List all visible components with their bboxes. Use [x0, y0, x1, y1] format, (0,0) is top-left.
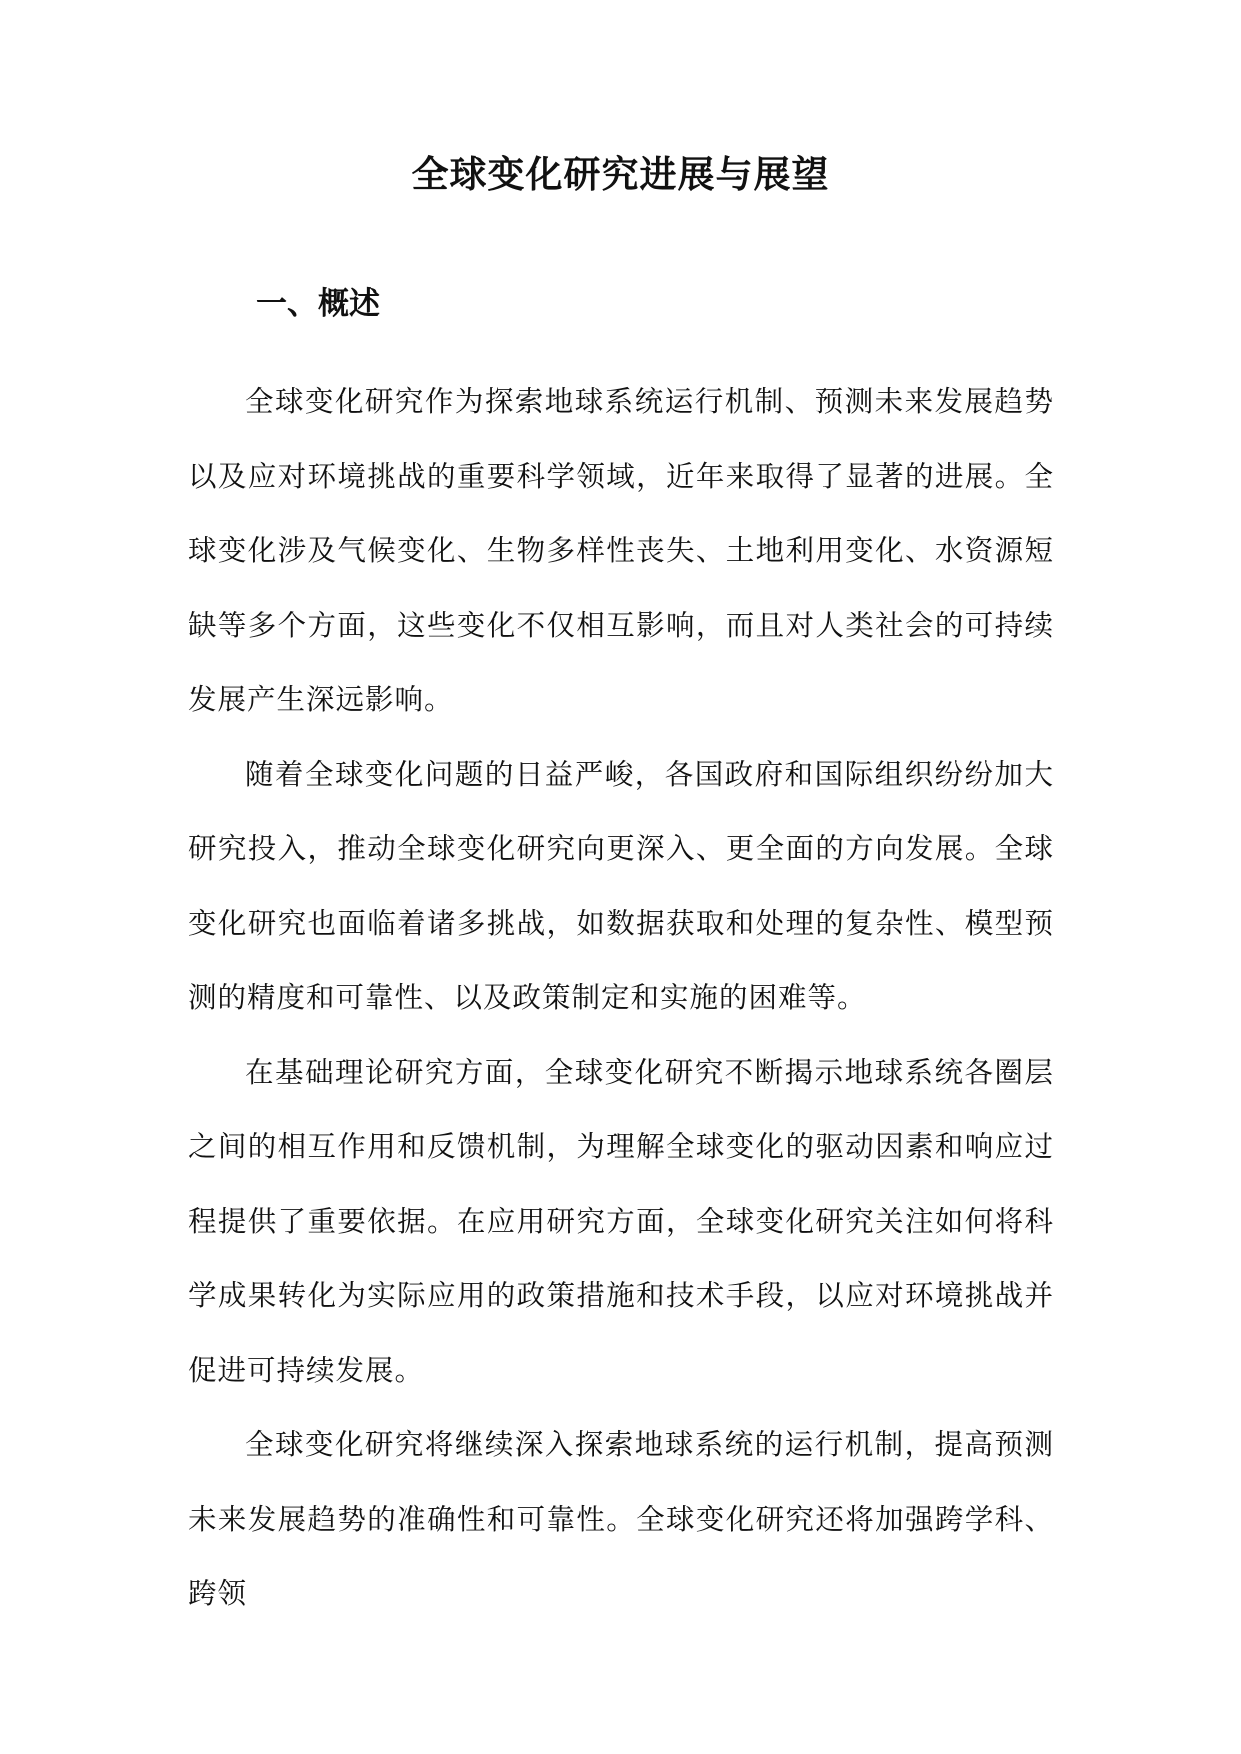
paragraph-3: 在基础理论研究方面，全球变化研究不断揭示地球系统各圈层之间的相互作用和反馈机制，为理解全球变化的驱动因素和响应过程提供了重要依据。在应用研究方面，全球变化研究关注如何将科学成果转化为实际应用的政策措施和技术手段，以应对环境挑战并促进可持续发展。 [188, 1055, 1054, 1387]
section-heading: 一、概述 [256, 286, 380, 322]
paragraph-2: 随着全球变化问题的日益严峻，各国政府和国际组织纷纷加大研究投入，推动全球变化研究向更深入、更全面的方向发展。全球变化研究也面临着诸多挑战，如数据获取和处理的复杂性、模型预测的精度和可靠性、以及政策制定和实施的困难等。 [188, 757, 1054, 1014]
paragraph-1: 全球变化研究作为探索地球系统运行机制、预测未来发展趋势以及应对环境挑战的重要科学领域，近年来取得了显著的进展。全球变化涉及气候变化、生物多样性丧失、土地利用变化、水资源短缺等多个方面，这些变化不仅相互影响，而且对人类社会的可持续发展产生深远影响。 [188, 385, 1054, 716]
paragraph-4: 全球变化研究将继续深入探索地球系统的运行机制，提高预测未来发展趋势的准确性和可靠性。全球变化研究还将加强跨学科、跨领 [188, 1428, 1054, 1610]
document-title: 全球变化研究进展与展望 [411, 153, 830, 196]
document-body [188, 365, 1054, 1632]
